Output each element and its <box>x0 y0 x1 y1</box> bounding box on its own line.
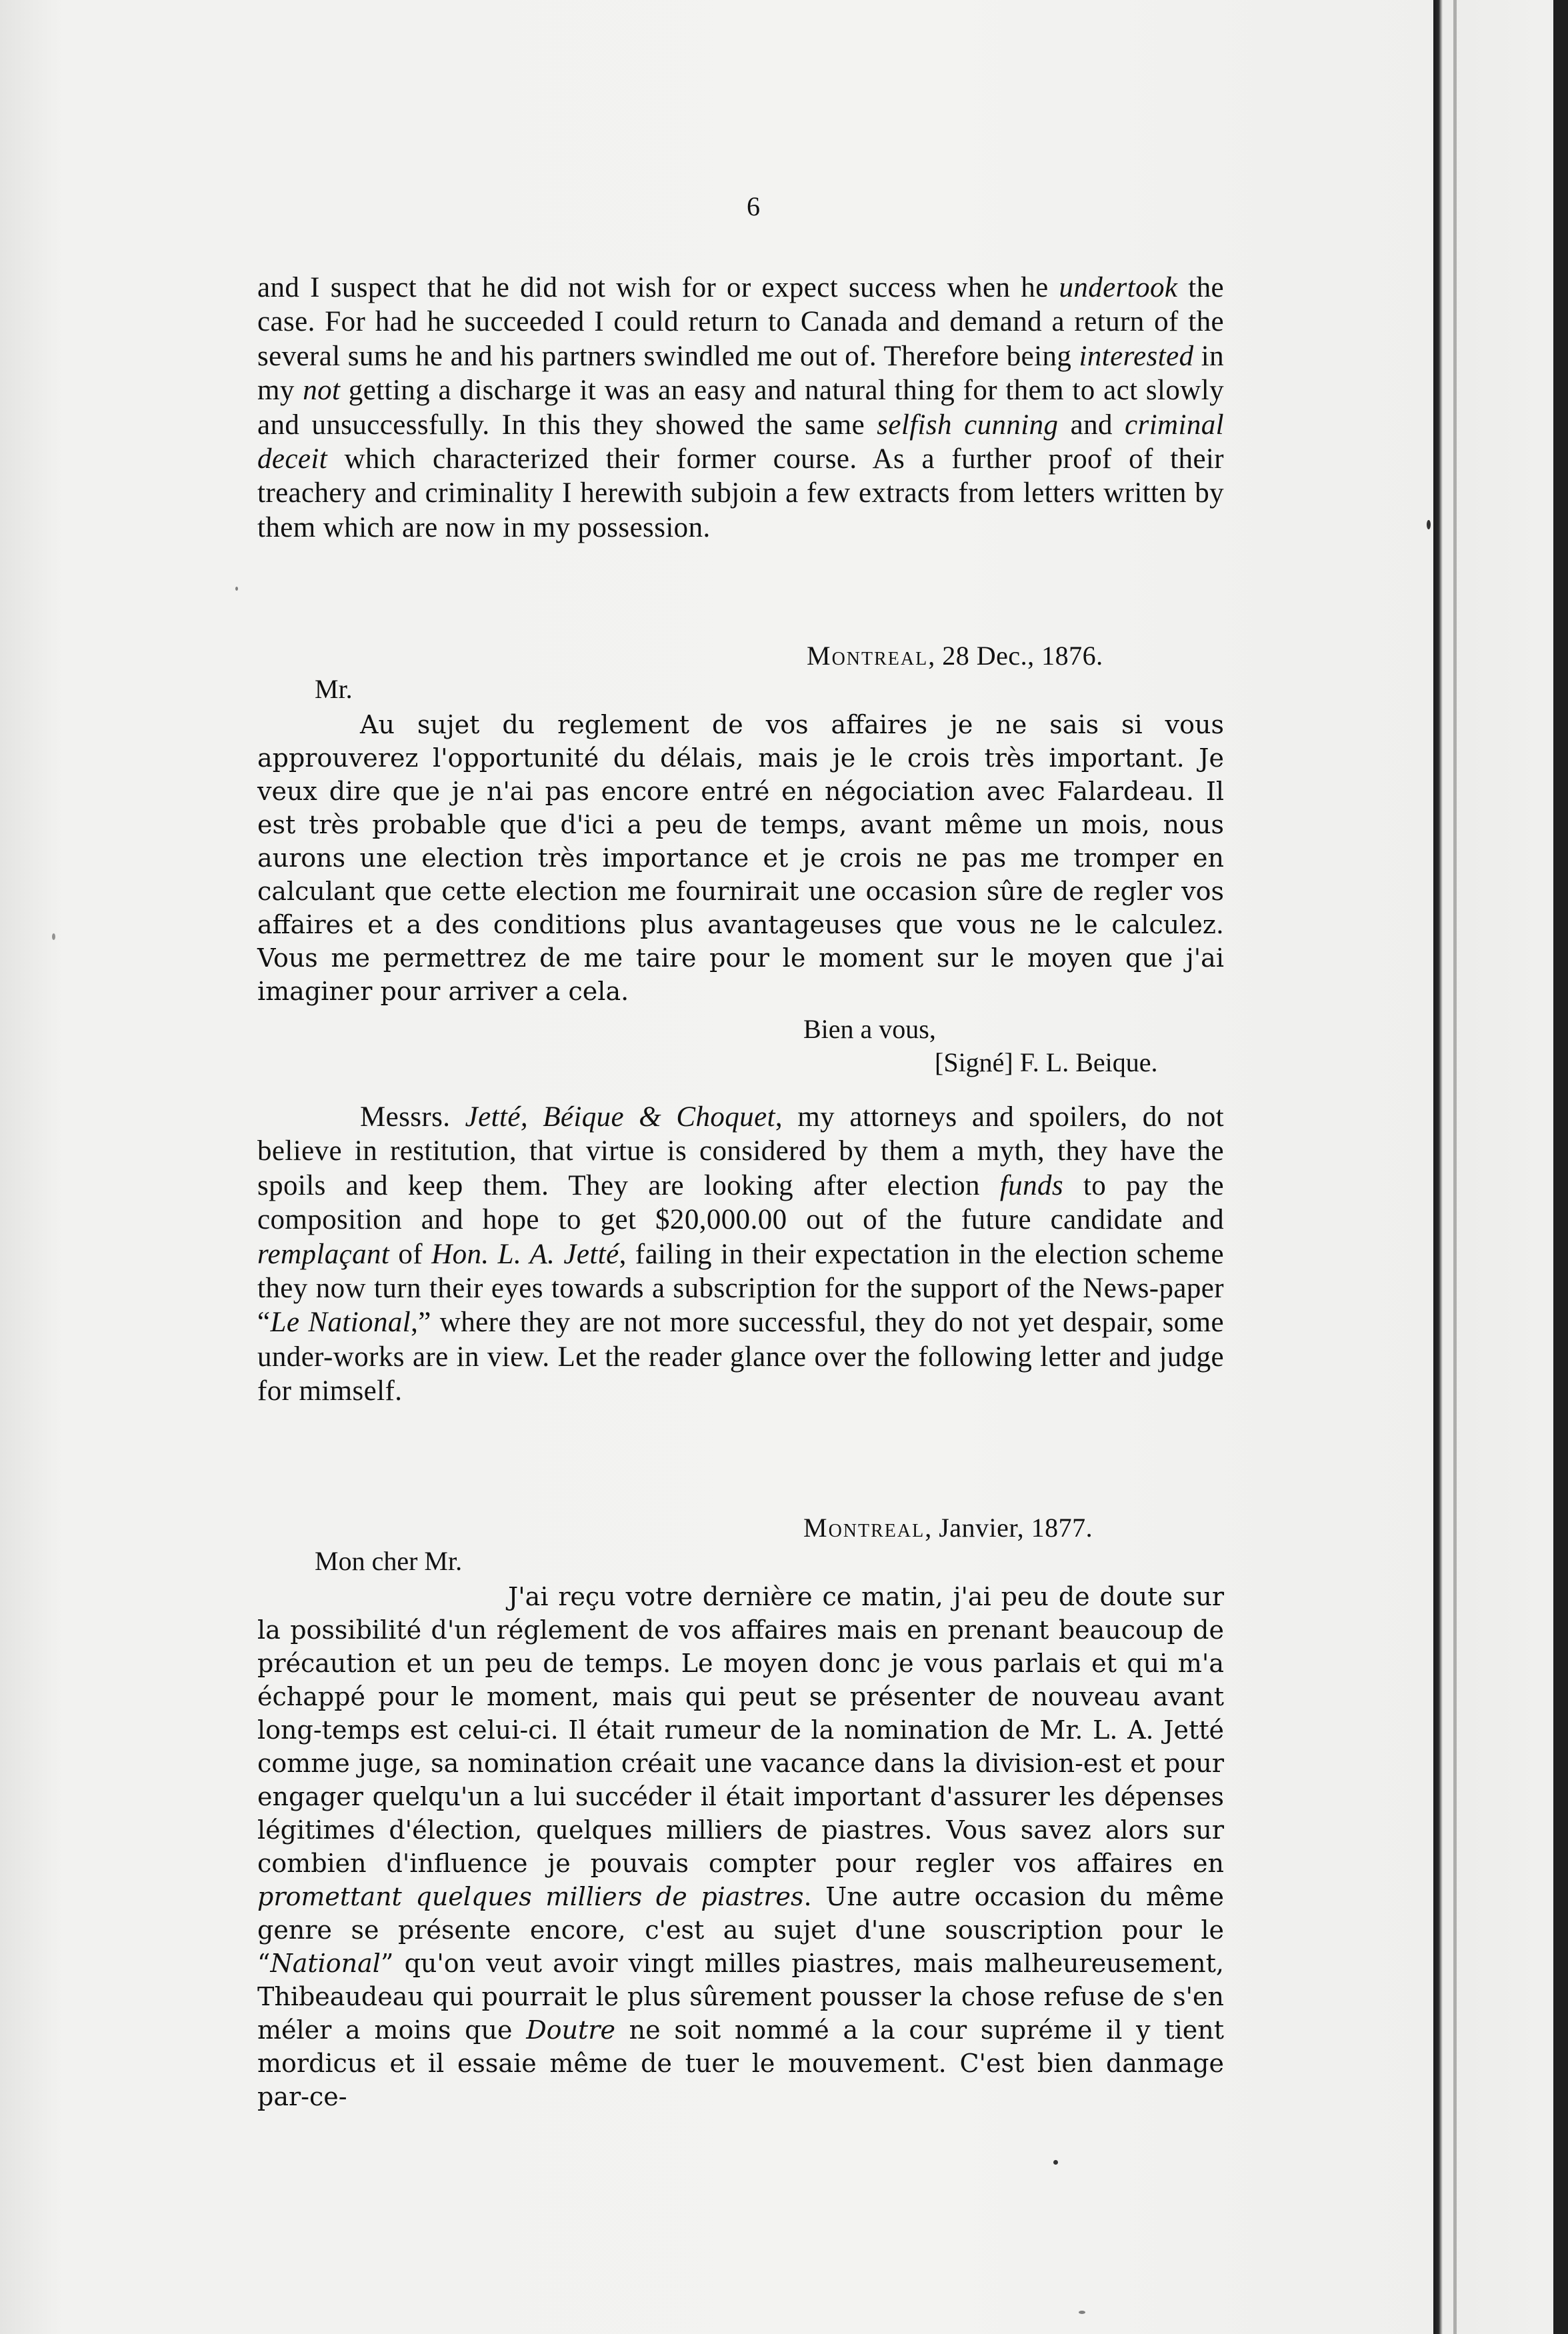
text-run: , my attorneys and spoilers, do not believe in restitution, that virtue is considered by them a myth, they have the spoils and keep them. They are looking after election <box>257 1101 1224 1201</box>
italic-run: promettant quelques milliers de piastres <box>257 1882 804 1911</box>
text-run: ne soit nommé a la cour supréme il y tient mordicus et il essaie même de tuer le mouvement. C'est bien danmage par-ce- <box>257 2015 1224 2111</box>
scan-border <box>1553 0 1568 2334</box>
text-run: ,” where they are not more successful, they do not yet despair, some under-works are in view. Let the reader glance over the following letter and judge for mimself. <box>257 1307 1224 1407</box>
letter-2-body-text <box>257 1580 1224 2113</box>
ink-speck <box>1079 2311 1085 2314</box>
text-run: ” qu'on veut avoir vingt milles piastres, mais malheureusement, Thibeaudeau qui pourrait le plus sûrement pousser la chose refuse de s'en méler a moins que <box>257 1949 1224 2045</box>
italic-run: interested <box>1079 340 1194 372</box>
letter-1-signature: [Signé] F. L. Beique. <box>935 1047 1158 1077</box>
text-run: to pay the composition and hope to get $20,000.00 out of the future candidate and <box>257 1169 1224 1236</box>
paragraph-text <box>257 271 1224 545</box>
commentary-paragraph <box>257 1100 1224 1409</box>
text-run: . Une autre occasion du même genre se présente encore, c'est au sujet d'une souscription pour le “ <box>257 1882 1224 1978</box>
letter-1-salutation: Mr. <box>315 674 353 704</box>
ink-speck <box>1053 2160 1058 2165</box>
italic-run: Hon. L. A. Jetté <box>431 1238 619 1270</box>
text-run: J'ai reçu votre dernière ce matin, j'ai peu de doute sur la possibilité d'un réglement de vos affaires mais en prenant beaucoup de précaution et un peu de temps. Le moyen donc je vous parlais et qui m'a échappé pour le moment, mais qui peut se présenter de nouveau avant long-temps est celui-ci. Il était rumeur de la nomination de Mr. L. A. Jetté comme juge, sa nomination créait une vacance dans la division-est et pour engager quelqu'un a lui succéder il était important d'assurer les dépenses légitimes d'élection, quelques milliers de piastres. Vous savez alors sur combien d'influence je pouvais compter pour regler vos affaires en <box>257 1582 1224 1878</box>
letter-1-closing: Bien a vous, <box>803 1014 936 1044</box>
dateline-date: , 28 Dec., 1876. <box>928 641 1103 671</box>
ink-speck <box>235 587 238 591</box>
opening-paragraph <box>257 271 1224 545</box>
italic-run: selfish cunning <box>877 409 1059 441</box>
text-run: which characterized their former course. As a further proof of their treachery and criminality I herewith subjoin a few extracts from letters written by them which are now in my possession. <box>257 443 1224 543</box>
text-run: and I suspect that he did not wish for or expect success when he <box>257 272 1059 303</box>
text-run: getting a discharge it was an easy and natural thing for them to act slowly and unsuccessfully. In this they showed the same <box>257 375 1224 441</box>
italic-run: Le National <box>270 1307 411 1339</box>
italic-run: National <box>270 1949 381 1978</box>
text-run: in my <box>257 340 1224 407</box>
ink-speck <box>1427 520 1431 529</box>
text-run: the case. For had he succeeded I could return to Canada and demand a return of the several sums he and his partners swindled me out of. Therefore being <box>257 272 1224 372</box>
italic-run: remplaçant <box>257 1238 390 1270</box>
text-run: of <box>389 1238 432 1270</box>
italic-run: Jetté, Béique & Choquet <box>465 1101 775 1133</box>
italic-run: undertook <box>1059 272 1178 303</box>
letter-1-dateline <box>807 640 1103 671</box>
italic-run: Doutre <box>526 2015 615 2045</box>
ink-speck <box>52 933 55 940</box>
italic-run: not <box>303 375 341 407</box>
text-run: and <box>1058 409 1125 441</box>
text-run: , failing in their expectation in the election scheme they now turn their eyes towards a subscription for the support of the News-paper “ <box>257 1238 1225 1339</box>
italic-run: funds <box>999 1169 1064 1201</box>
dateline-date: , Janvier, 1877. <box>925 1513 1093 1543</box>
letter-1-body <box>257 708 1224 1008</box>
dateline-place: Montreal <box>807 641 929 671</box>
letter-2-dateline <box>803 1512 1093 1543</box>
paragraph-text <box>257 1100 1224 1409</box>
letter-1-body-text: Au sujet du reglement de vos affaires je ne sais si vous approuverez l'opportunité du délais, mais je le crois très important. Je veux dire que je n'ai pas encore entré en négociation avec Falardeau. Il est très probable que d'ici a peu de temps, avant même un mois, nous aurons une election très importance et je crois ne pas me tromper en calculant que cette election me fournirait une occasion sûre de regler vos affaires et a des conditions plus avantageuses que vous ne le calculez. Vous me permettrez de me taire pour le moment sur le moyen que j'ai imaginer pour arriver a cela. <box>257 710 1224 1006</box>
text-run: Messrs. <box>360 1101 465 1133</box>
page-fold-line <box>1453 0 1457 2334</box>
letter-2-body <box>257 1580 1224 2113</box>
dateline-place: Montreal <box>803 1513 925 1543</box>
italic-run: criminal deceit <box>257 409 1224 475</box>
letter-2-salutation: Mon cher Mr. <box>315 1546 463 1576</box>
page-number: 6 <box>747 191 760 221</box>
